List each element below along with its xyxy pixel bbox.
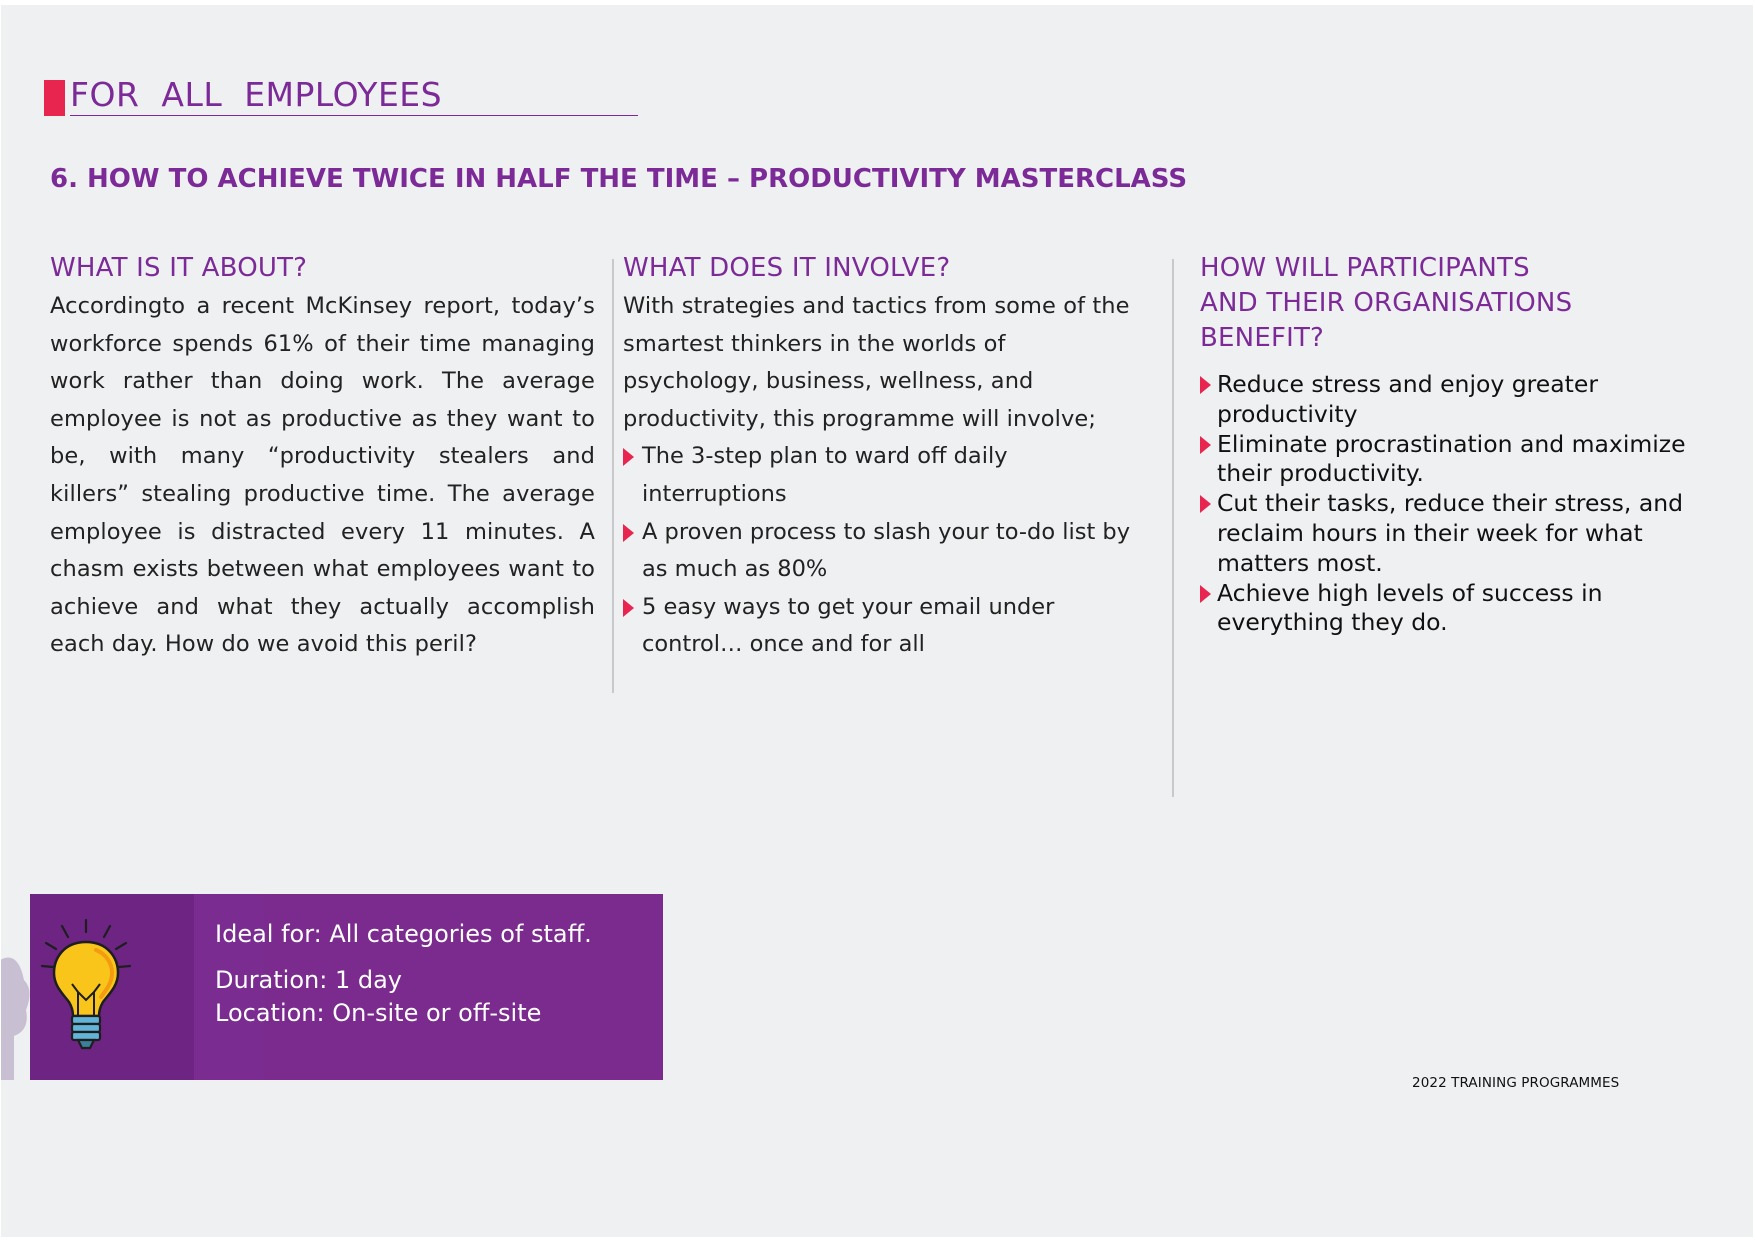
list-item: [623, 438, 1143, 513]
section-marker: [44, 80, 65, 116]
about-text: Accordingto a recent McKinsey report, today’s workforce spends 61% of their time managing work rather than doing work. The average employee is not as productive as they want to be, with many “productivity stealers and killers” stealing productive time. The average employee is distracted every 11 minutes. A chasm exists between what employees want to achieve and what they actually accomplish each day. How do we avoid this peril?: [50, 293, 595, 658]
triangle-bullet-icon: [623, 448, 634, 466]
ideal-for-text: Ideal for: All categories of staff.: [215, 920, 592, 948]
about-column: [50, 251, 595, 664]
benefit-heading-line: HOW WILL PARTICIPANTS: [1200, 253, 1530, 283]
location-text: Location: On-site or off-site: [215, 999, 542, 1027]
footer-text: 2022 TRAINING PROGRAMMES: [1412, 1075, 1620, 1091]
involve-column: [623, 251, 1143, 664]
about-heading: WHAT IS IT ABOUT?: [50, 253, 308, 283]
triangle-bullet-icon: [623, 599, 634, 617]
triangle-bullet-icon: [623, 524, 634, 542]
list-item: [1200, 579, 1720, 639]
list-item: [1200, 430, 1720, 490]
triangle-bullet-icon: [1200, 585, 1211, 603]
benefit-heading: [1200, 251, 1720, 356]
triangle-bullet-icon: [1200, 436, 1211, 454]
list-item-text: Reduce stress and enjoy greater productivity: [1217, 370, 1598, 428]
involve-heading: WHAT DOES IT INVOLVE?: [623, 253, 951, 283]
column-divider: [612, 259, 614, 693]
triangle-bullet-icon: [1200, 495, 1211, 513]
course-title: 6. HOW TO ACHIEVE TWICE IN HALF THE TIME – PRODUCTIVITY MASTERCLASS: [50, 164, 1188, 194]
list-item: [1200, 489, 1720, 578]
benefit-heading-line: BENEFIT?: [1200, 323, 1325, 353]
section-header: [44, 75, 639, 119]
list-item-text: Cut their tasks, reduce their stress, and reclaim hours in their week for what matters most.: [1217, 489, 1684, 577]
benefit-list: [1200, 370, 1720, 638]
list-item-text: A proven process to slash your to-do list by as much as 80%: [642, 518, 1131, 583]
list-item-text: Eliminate procrastination and maximize their productivity.: [1217, 429, 1686, 488]
info-box: [30, 894, 663, 1080]
list-item: [623, 514, 1143, 589]
list-item: [623, 589, 1143, 664]
list-item: [1200, 370, 1720, 430]
list-item-text: The 3-step plan to ward off daily interruptions: [642, 443, 1008, 507]
list-item-text: Achieve high levels of success in everything they do.: [1217, 578, 1603, 637]
triangle-bullet-icon: [1200, 376, 1211, 394]
page: [1, 5, 1753, 1237]
involve-intro: With strategies and tactics from some of the smartest thinkers in the worlds of psychology, business, wellness, and productivity, this programme will involve;: [623, 293, 1130, 432]
duration-text: Duration: 1 day: [215, 966, 402, 994]
lightbulb-icon: [36, 916, 136, 1056]
column-divider: [1172, 259, 1174, 797]
involve-list: [623, 438, 1143, 664]
info-lines: [215, 918, 655, 1030]
benefit-column: [1200, 251, 1720, 638]
section-title: FOR ALL EMPLOYEES: [70, 75, 638, 116]
benefit-heading-line: AND THEIR ORGANISATIONS: [1200, 288, 1573, 318]
list-item-text: 5 easy ways to get your email under control… once and for all: [642, 593, 1055, 658]
